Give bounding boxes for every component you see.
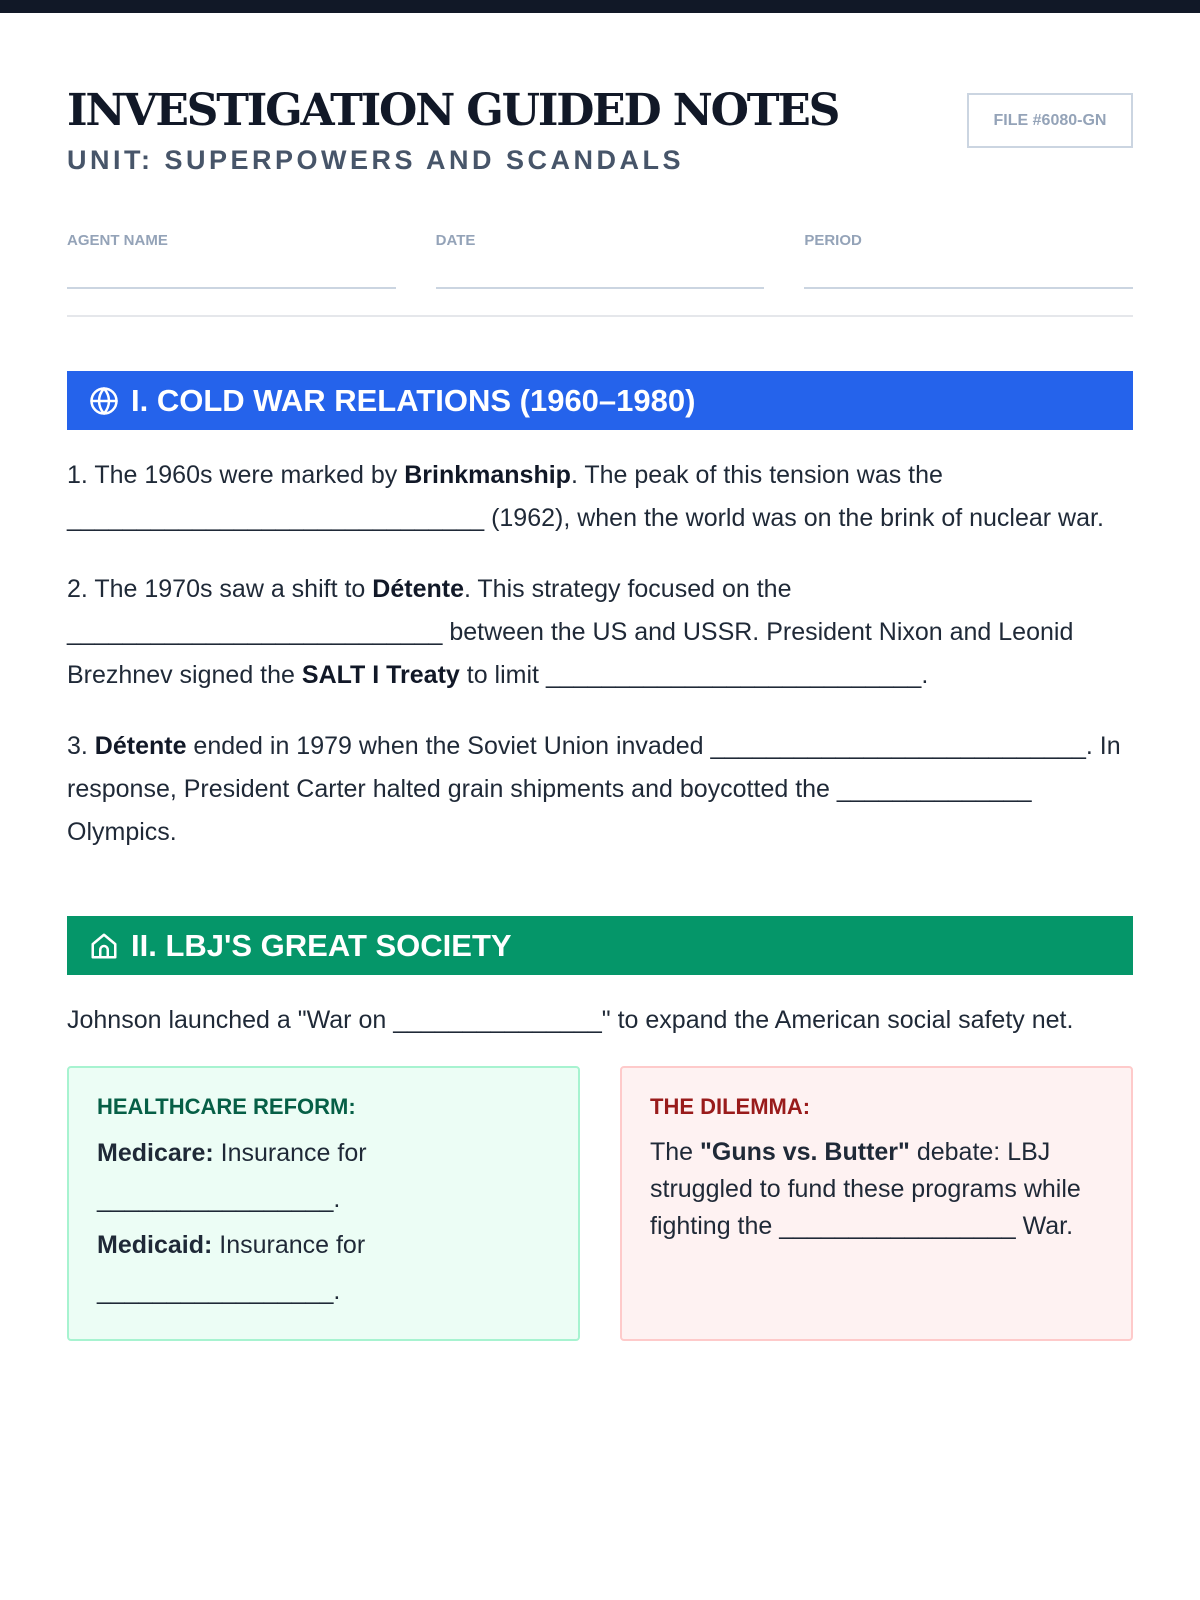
unit-subtitle: UNIT: SUPERPOWERS AND SCANDALS [67, 145, 685, 176]
medicare-blank[interactable]: _________________. [97, 1185, 341, 1214]
great-society-intro: Johnson launched a "War on _______________" to expand the American social safety net. [67, 1006, 1074, 1035]
page-title: INVESTIGATION GUIDED NOTES [67, 85, 839, 136]
dilemma-box [620, 1066, 1133, 1341]
globe-icon [89, 386, 119, 416]
answer-blank[interactable]: ___________________________ [67, 618, 443, 647]
answer-blank[interactable]: ______________________________ [67, 504, 485, 533]
student-info-fields [67, 232, 1133, 317]
box-title: HEALTHCARE REFORM: [97, 1094, 356, 1120]
answer-blank[interactable]: ___________________________ [710, 732, 1086, 761]
home-icon [89, 931, 119, 961]
section-title: II. LBJ'S GREAT SOCIETY [131, 927, 512, 963]
answer-blank[interactable]: _______________ [393, 1006, 602, 1035]
box-title: THE DILEMMA: [650, 1094, 811, 1120]
date-line[interactable] [436, 287, 765, 289]
date-label: DATE [435, 232, 476, 250]
answer-blank[interactable]: ___________________________ [545, 661, 922, 690]
period-line[interactable] [804, 287, 1133, 289]
date-field[interactable] [436, 232, 765, 289]
healthcare-reform-box [67, 1066, 580, 1341]
agent-name-label: AGENT NAME [67, 232, 168, 250]
answer-blank[interactable]: ______________ [836, 775, 1032, 804]
question-2: 2. The 1970s saw a shift to Détente. This strategy focused on the ___________________________ between the US and USSR. President Nixon and Leonid Brezhnev signed the SALT I Treaty to limit ___________________________. [67, 575, 1074, 690]
top-bar [0, 0, 1200, 13]
question-1: 1. The 1960s were marked by Brinkmanship. The peak of this tension was the ______________________________ (1962), when the world was on the brink of nuclear war. [67, 461, 1104, 533]
great-society-boxes [67, 1066, 1133, 1341]
period-field[interactable] [804, 232, 1133, 289]
worksheet-header [67, 13, 1133, 176]
worksheet-page [0, 13, 1200, 1341]
period-label: PERIOD [804, 232, 862, 250]
medicaid-blank[interactable]: _________________. [97, 1277, 341, 1306]
answer-blank[interactable]: _________________ [779, 1212, 1016, 1241]
agent-name-field[interactable] [67, 232, 396, 289]
section-title: I. COLD WAR RELATIONS (1960–1980) [131, 382, 696, 418]
section-header-great-society [67, 916, 1133, 975]
section-header-cold-war [67, 371, 1133, 430]
medicaid-line: Medicaid: Insurance for [97, 1231, 366, 1260]
dilemma-text: The "Guns vs. Butter" debate: LBJ struggled to fund these programs while fighting the _________________ War. [650, 1138, 1081, 1241]
question-3: 3. Détente ended in 1979 when the Soviet Union invaded ___________________________. In response, President Carter halted grain shipments and boycotted the ______________ Olympics. [67, 732, 1121, 847]
file-number-badge: FILE #6080-GN [967, 93, 1133, 148]
medicare-line: Medicare: Insurance for [97, 1139, 367, 1168]
agent-name-line[interactable] [67, 287, 396, 289]
